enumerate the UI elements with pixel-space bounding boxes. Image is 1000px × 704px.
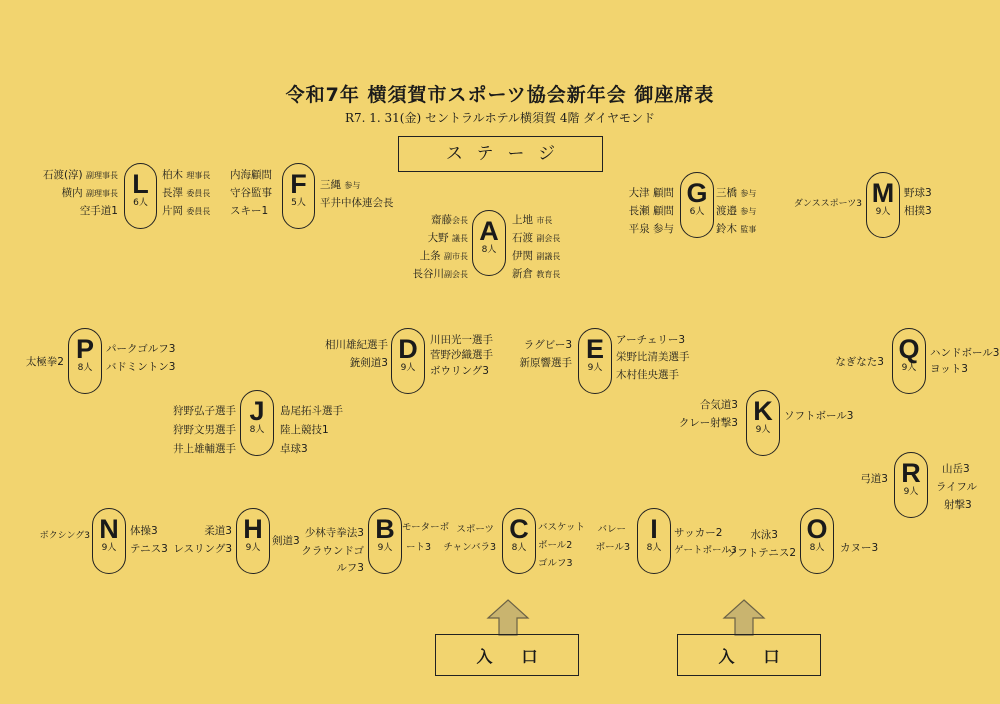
seat-label: なぎなた3 bbox=[835, 356, 884, 368]
seat-label: ヨット3 bbox=[930, 363, 968, 375]
seat-label: カヌー3 bbox=[840, 542, 879, 554]
seat-label: 剣道3 bbox=[272, 535, 300, 547]
seat-label: チャンバラ3 bbox=[443, 542, 496, 553]
table-K: K 9人 bbox=[746, 390, 780, 456]
seat-label: 野球3 bbox=[904, 187, 932, 199]
seat-label: ライフル bbox=[936, 481, 977, 493]
seat-label: ダンススポーツ3 bbox=[793, 199, 862, 209]
seat-label: 片岡 委員長 bbox=[162, 205, 211, 217]
seat-label: 狩野文男選手 bbox=[173, 424, 236, 436]
stage-box: ステージ bbox=[398, 136, 603, 172]
entrance-arrow-icon bbox=[722, 598, 766, 636]
table-R: R 9人 bbox=[894, 452, 928, 518]
seat-label: 三縄 参与 bbox=[320, 179, 361, 191]
seat-label: 内海顧問 bbox=[230, 169, 272, 181]
seat-label: 木村佳央選手 bbox=[616, 369, 679, 381]
seat-label: 平泉 参与 bbox=[628, 223, 674, 235]
table-C: C 8人 bbox=[502, 508, 536, 574]
seat-label: 相川雄紀選手 bbox=[325, 339, 388, 351]
entrance-left[interactable] bbox=[435, 634, 579, 676]
seat-label: バスケット bbox=[538, 522, 586, 533]
seat-label: ゲートボール3 bbox=[674, 545, 737, 556]
table-J: J 8人 bbox=[240, 390, 274, 456]
entrance-right[interactable] bbox=[677, 634, 821, 676]
seat-label: ゴルフ3 bbox=[538, 558, 573, 569]
entrance-label: 口 bbox=[763, 646, 780, 666]
seat-label: 平井中体連会長 bbox=[320, 197, 394, 209]
seat-label: ソフトテニス2 bbox=[726, 547, 796, 559]
entrance-label: 入 bbox=[718, 646, 735, 666]
seat-label: クレー射撃3 bbox=[678, 417, 738, 429]
seat-label: 横内 副理事長 bbox=[61, 187, 118, 199]
table-P: P 8人 bbox=[68, 328, 102, 394]
seat-label: クラウンドゴ bbox=[301, 545, 364, 557]
table-H: H 9人 bbox=[236, 508, 270, 574]
entrance-label: 口 bbox=[521, 646, 538, 666]
seat-label: 柔道3 bbox=[204, 525, 232, 537]
seat-label: 上地 市長 bbox=[512, 214, 553, 226]
seat-label: バドミントン3 bbox=[106, 361, 176, 373]
seat-label: ルフ3 bbox=[336, 562, 364, 574]
entrance-label: 入 bbox=[476, 646, 493, 666]
seat-label: 上条 副市長 bbox=[419, 250, 468, 262]
seat-label: パークゴルフ3 bbox=[106, 343, 176, 355]
seat-label: 少林寺拳法3 bbox=[304, 527, 364, 539]
seat-label: 石渡(淳) 副理事長 bbox=[42, 169, 118, 181]
table-Q: Q 9人 bbox=[892, 328, 926, 394]
seat-label: ート3 bbox=[406, 542, 432, 553]
seat-label: スキー1 bbox=[230, 205, 269, 217]
seat-label: 柏木 理事長 bbox=[162, 169, 211, 181]
table-F: F 5人 bbox=[282, 163, 315, 229]
seat-label: 川田光一選手 bbox=[430, 334, 493, 346]
seat-label: スポーツ bbox=[456, 524, 494, 535]
seat-label: 大野 議長 bbox=[427, 232, 468, 244]
seat-label: 新倉 教育長 bbox=[512, 268, 561, 280]
seat-label: ラグビー3 bbox=[523, 339, 572, 351]
seat-label: 射撃3 bbox=[944, 499, 972, 511]
table-B: B 9人 bbox=[368, 508, 402, 574]
seat-label: 新原響選手 bbox=[519, 357, 572, 369]
seat-label: ボウリング3 bbox=[430, 365, 489, 377]
seat-label: 弓道3 bbox=[860, 473, 888, 485]
seat-label: 太極拳2 bbox=[25, 356, 64, 368]
seat-label: 陸上競技1 bbox=[280, 424, 329, 436]
seat-label: アーチェリー3 bbox=[616, 334, 686, 346]
seat-label: 相撲3 bbox=[904, 205, 932, 217]
seat-label: ハンドボール3 bbox=[930, 347, 1000, 359]
seat-label: テニス3 bbox=[130, 543, 168, 555]
seat-label: 狩野弘子選手 bbox=[173, 405, 236, 417]
seat-label: 大津 顧問 bbox=[628, 187, 674, 199]
seat-label: 長瀬 顧問 bbox=[628, 205, 674, 217]
seat-label: 体操3 bbox=[130, 525, 158, 537]
seat-label: ボール2 bbox=[538, 540, 573, 551]
event-info: R7. 1. 31(金) セントラルホテル横須賀 4階 ダイヤモンド bbox=[344, 111, 656, 125]
seat-label: 卓球3 bbox=[280, 443, 308, 455]
seat-label: 伊関 副議長 bbox=[512, 250, 561, 262]
seat-label: 齋藤会長 bbox=[431, 214, 468, 226]
seat-label: ソフトボール3 bbox=[784, 410, 854, 422]
seat-label: 長谷川副会長 bbox=[412, 268, 468, 280]
seat-label: 長澤 委員長 bbox=[162, 187, 211, 199]
seat-label: 渡邉 参与 bbox=[716, 205, 757, 217]
seat-label: 銃剣道3 bbox=[349, 357, 388, 369]
table-M: M 9人 bbox=[866, 172, 900, 238]
entrance-arrow-icon bbox=[486, 598, 530, 636]
table-G: G 6人 bbox=[680, 172, 714, 238]
page-title: 令和7年 横須賀市スポーツ協会新年会 御座席表 bbox=[285, 84, 715, 106]
seat-label: 井上雄輔選手 bbox=[173, 443, 236, 455]
seat-label: レスリング3 bbox=[173, 543, 232, 555]
table-A: A 8人 bbox=[472, 210, 506, 276]
table-E: E 9人 bbox=[578, 328, 612, 394]
seat-label: 山岳3 bbox=[942, 463, 970, 475]
seat-label: モーターボ bbox=[402, 522, 450, 533]
seat-label: 菅野沙織選手 bbox=[430, 349, 493, 361]
seat-label: 合気道3 bbox=[699, 399, 738, 411]
seat-label: ボクシング3 bbox=[39, 531, 90, 541]
seat-label: 石渡 副会長 bbox=[512, 232, 561, 244]
seat-label: 三橋 参与 bbox=[716, 187, 757, 199]
seat-label: 空手道1 bbox=[79, 205, 118, 217]
seat-label: 栄野比清美選手 bbox=[616, 351, 690, 363]
seat-label: 鈴木 監事 bbox=[716, 223, 757, 235]
table-N: N 9人 bbox=[92, 508, 126, 574]
seat-label: バレー bbox=[597, 524, 626, 535]
seat-label: 守谷監事 bbox=[230, 187, 272, 199]
table-D: D 9人 bbox=[391, 328, 425, 394]
table-I: I 8人 bbox=[637, 508, 671, 574]
seat-label: ボール3 bbox=[595, 542, 630, 553]
seat-label: 水泳3 bbox=[750, 529, 778, 541]
table-O: O 8人 bbox=[800, 508, 834, 574]
seat-label: 島尾拓斗選手 bbox=[280, 405, 343, 417]
seat-label: サッカー2 bbox=[674, 527, 723, 539]
table-L: L 6人 bbox=[124, 163, 157, 229]
